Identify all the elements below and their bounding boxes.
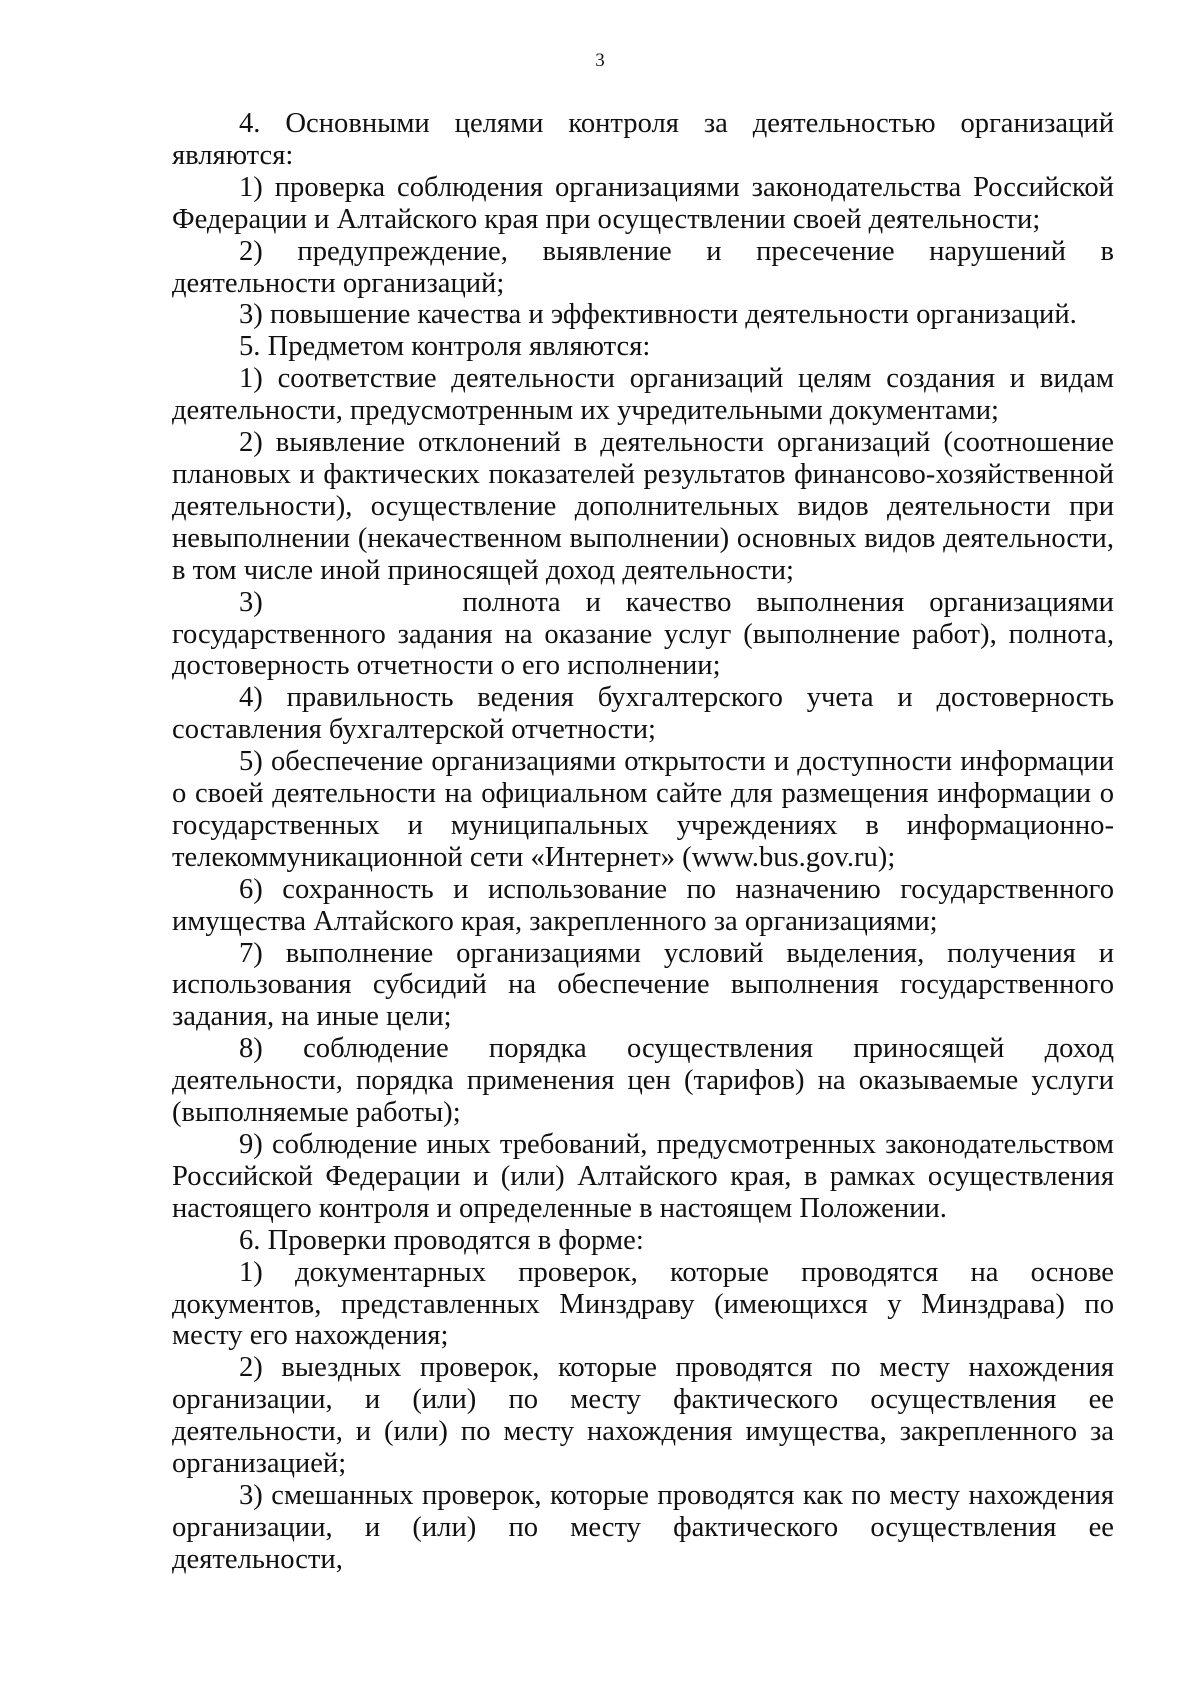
paragraph-goal-1: 1) проверка соблюдения организациями законодательства Российской Федерации и Алтайского края при осуществлении своей деятельности; bbox=[172, 171, 1114, 235]
paragraph-subject-6: 6) сохранность и использование по назначению государственного имущества Алтайского края, закрепленного за организациями; bbox=[172, 873, 1114, 937]
paragraph-subject-7: 7) выполнение организациями условий выделения, получения и использования субсидий на обеспечение выполнения государственного задания, на иные цели; bbox=[172, 937, 1114, 1033]
page-number: 3 bbox=[595, 50, 605, 71]
paragraph-subject-8: 8) соблюдение порядка осуществления приносящей доход деятельности, порядка применения цен (тарифов) на оказываемые услуги (выполняемые работы); bbox=[172, 1033, 1114, 1129]
paragraph-form-3: 3) смешанных проверок, которые проводятся как по месту нахождения организации, и (или) по месту фактического осуществления ее деятельности, bbox=[172, 1479, 1114, 1575]
paragraph-subject-9: 9) соблюдение иных требований, предусмотренных законодательством Российской Федерации и (или) Алтайского края, в рамках осуществления настоящего контроля и определенные в настоящем Положении. bbox=[172, 1129, 1114, 1224]
paragraph-subject-2: 2) выявление отклонений в деятельности организаций (соотношение плановых и фактических показателей результатов финансово-хозяйственной деятельности), осуществление дополнительных видов деятельности при невыполнении (некачественном выполнении) основных видов деятельности, в том числе иной приносящей доход деятельности; bbox=[172, 427, 1114, 586]
document-body bbox=[172, 108, 1122, 1576]
paragraph-subject-4: 4) правильность ведения бухгалтерского учета и достоверность составления бухгалтерской отчетности; bbox=[172, 682, 1114, 746]
paragraph-subject-5: 5) обеспечение организациями открытости и доступности информации о своей деятельности на официальном сайте для размещения информации о государственных и муниципальных учреждениях в информационно-телекоммуникационной сети «Интернет» (www.bus.gov.ru); bbox=[172, 746, 1114, 873]
paragraph-4-goals-intro: 4. Основными целями контроля за деятельностью организаций являются: bbox=[172, 108, 1114, 171]
paragraph-form-2: 2) выездных проверок, которые проводятся по месту нахождения организации, и (или) по месту фактического осуществления ее деятельности, и (или) по месту нахождения имущества, закрепленного за организацией; bbox=[172, 1352, 1114, 1480]
paragraph-subject-3: 3) полнота и качество выполнения организациями государственного задания на оказание услуг (выполнение работ), полнота, достоверность отчетности о его исполнении; bbox=[172, 586, 1122, 682]
paragraph-6-forms-intro: 6. Проверки проводятся в форме: bbox=[239, 1224, 644, 1256]
paragraph-goal-2: 2) предупреждение, выявление и пресечение нарушений в деятельности организаций; bbox=[172, 235, 1114, 299]
paragraph-goal-3: 3) повышение качества и эффективности деятельности организаций. bbox=[239, 299, 1077, 331]
paragraph-5-subject-intro: 5. Предметом контроля являются: bbox=[239, 331, 651, 363]
paragraph-subject-1: 1) соответствие деятельности организаций целям создания и видам деятельности, предусмотренным их учредительными документами; bbox=[172, 363, 1114, 427]
paragraph-form-1: 1) документарных проверок, которые проводятся на основе документов, представленных Минздраву (имеющихся у Минздрава) по месту его нахождения; bbox=[172, 1256, 1114, 1352]
